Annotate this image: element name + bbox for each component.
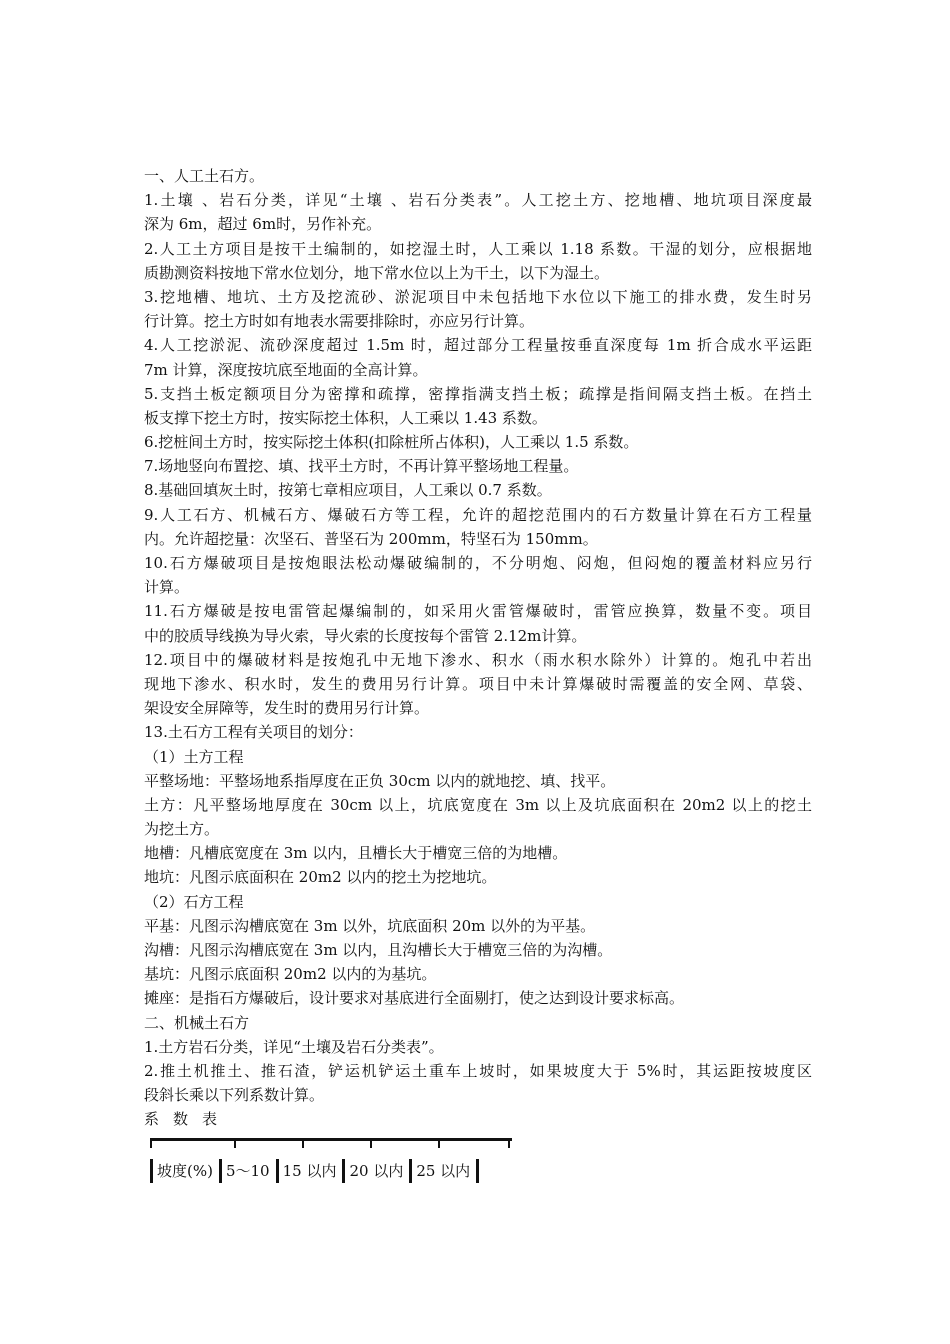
- text-line: 1.土壤 、岩石分类，详见“土壤 、岩石分类表”。人工挖土方、挖地槽、地坑项目深度最: [144, 191, 812, 210]
- text-line: 8.基础回填灰土时，按第七章相应项目，人工乘以 0.7 系数。: [144, 481, 552, 500]
- text-line: 5.支挡土板定额项目分为密撑和疏撑，密撑指满支挡土板；疏撑是指间隔支挡土板。在挡土: [144, 384, 812, 403]
- text-line: 中的胶质导线换为导火索，导火索的长度按每个雷管 2.12m计算。: [144, 626, 587, 645]
- text-line: 土方：凡平整场地厚度在 30cm 以上，坑底宽度在 3m 以上及坑底面积在 20m2 以上的挖土: [144, 795, 812, 814]
- text-line: 板支撑下挖土方时，按实际挖土体积，人工乘以 1.43 系数。: [144, 408, 547, 427]
- text-line: 1.土方岩石分类，详见“土壤及岩石分类表”。: [144, 1037, 444, 1056]
- table-top-border: [150, 1138, 512, 1151]
- table-header-cell: 5～10: [219, 1159, 276, 1183]
- text-line: 12.项目中的爆破材料是按炮孔中无地下渗水、积水（雨水积水除外）计算的。炮孔中若出: [144, 650, 812, 669]
- text-line: 7m 计算，深度按坑底至地面的全高计算。: [144, 360, 428, 379]
- text-line: 平基：凡图示沟槽底宽在 3m 以外，坑底面积 20m 以外的为平基。: [144, 916, 596, 935]
- text-line: 架设安全屏障等，发生时的费用另行计算。: [144, 699, 430, 718]
- text-line: 4.人工挖淤泥、流砂深度超过 1.5m 时，超过部分工程量按垂直深度每 1m 折合成水平运距: [144, 336, 812, 355]
- text-line: 2.推土机推土、推石渣，铲运机铲运土重车上坡时，如果坡度大于 5%时，其运距按坡度区: [144, 1061, 812, 1080]
- text-line: （2）石方工程: [144, 892, 244, 911]
- table-tick: [150, 1138, 152, 1148]
- coefficient-table: [150, 1138, 512, 1183]
- document-page: [144, 164, 812, 1183]
- text-line: 质勘测资料按地下常水位划分，地下常水位以上为干土，以下为湿土。: [144, 263, 610, 282]
- table-caption: 系数表: [144, 1110, 232, 1129]
- text-line: 一、人工土石方。: [144, 167, 265, 185]
- text-line: 地槽：凡槽底宽度在 3m 以内，且槽长大于槽宽三倍的为地槽。: [144, 844, 568, 863]
- text-line: 行计算。挖土方时如有地表水需要排除时，亦应另行计算。: [144, 312, 535, 331]
- text-line: 计算。: [144, 578, 190, 597]
- table-header-cell: 15 以内: [276, 1159, 343, 1183]
- table-tick: [370, 1138, 372, 1148]
- text-line: 10.石方爆破项目是按炮眼法松动爆破编制的，不分明炮、闷炮，但闷炮的覆盖材料应另行: [144, 554, 812, 572]
- text-line: 现地下渗水、积水时，发生的费用另行计算。项目中未计算爆破时需覆盖的安全网、草袋、: [144, 674, 812, 693]
- text-line: 摊座：是指石方爆破后，设计要求对基底进行全面剔打，使之达到设计要求标高。: [144, 989, 685, 1008]
- table-tick: [234, 1138, 236, 1148]
- text-line: 7.场地竖向布置挖、填、找平土方时，不再计算平整场地工程量。: [144, 457, 579, 476]
- text-line: 3.挖地槽、地坑、土方及挖流砂、淤泥项目中未包括地下水位以下施工的排水费，发生时另: [144, 287, 812, 306]
- text-line: 13.土石方工程有关项目的划分：: [144, 723, 363, 742]
- text-line: 段斜长乘以下列系数计算。: [144, 1086, 325, 1105]
- text-line: 沟槽：凡图示沟槽底宽在 3m 以内，且沟槽长大于槽宽三倍的为沟槽。: [144, 941, 613, 959]
- text-line: 6.挖桩间土方时，按实际挖土体积(扣除桩所占体积)，人工乘以 1.5 系数。: [144, 433, 639, 452]
- table-header-row: [150, 1159, 512, 1183]
- text-line: 平整场地：平整场地系指厚度在正负 30cm 以内的就地挖、填、找平。: [144, 771, 616, 790]
- table-tick: [438, 1138, 440, 1148]
- text-line: 二、机械土石方: [144, 1013, 250, 1032]
- document-body: [144, 164, 812, 1107]
- table-header-cell: 20 以内: [342, 1159, 409, 1183]
- table-tick: [508, 1138, 510, 1148]
- text-line: 9.人工石方、机械石方、爆破石方等工程，允许的超挖范围内的石方数量计算在石方工程量: [144, 505, 812, 524]
- text-line: 深为 6m，超过 6m时，另作补充。: [144, 215, 382, 234]
- table-tick: [302, 1138, 304, 1148]
- text-line: 11.石方爆破是按电雷管起爆编制的，如采用火雷管爆破时，雷管应换算，数量不变。项目: [144, 602, 812, 621]
- table-header-cell: 坡度(%): [150, 1159, 219, 1183]
- text-line: 为挖土方。: [144, 820, 220, 839]
- text-line: （1）土方工程: [144, 747, 244, 766]
- text-line: 基坑：凡图示底面积 20m2 以内的为基坑。: [144, 965, 437, 984]
- text-line: 内。允许超挖量：次坚石、普坚石为 200mm，特坚石为 150mm。: [144, 529, 598, 548]
- text-line: 地坑：凡图示底面积在 20m2 以内的挖土为挖地坑。: [144, 868, 497, 887]
- table-header-cell: 25 以内: [409, 1159, 479, 1183]
- text-line: 2.人工土方项目是按干土编制的，如挖湿土时，人工乘以 1.18 系数。干湿的划分，应根据地: [144, 239, 812, 258]
